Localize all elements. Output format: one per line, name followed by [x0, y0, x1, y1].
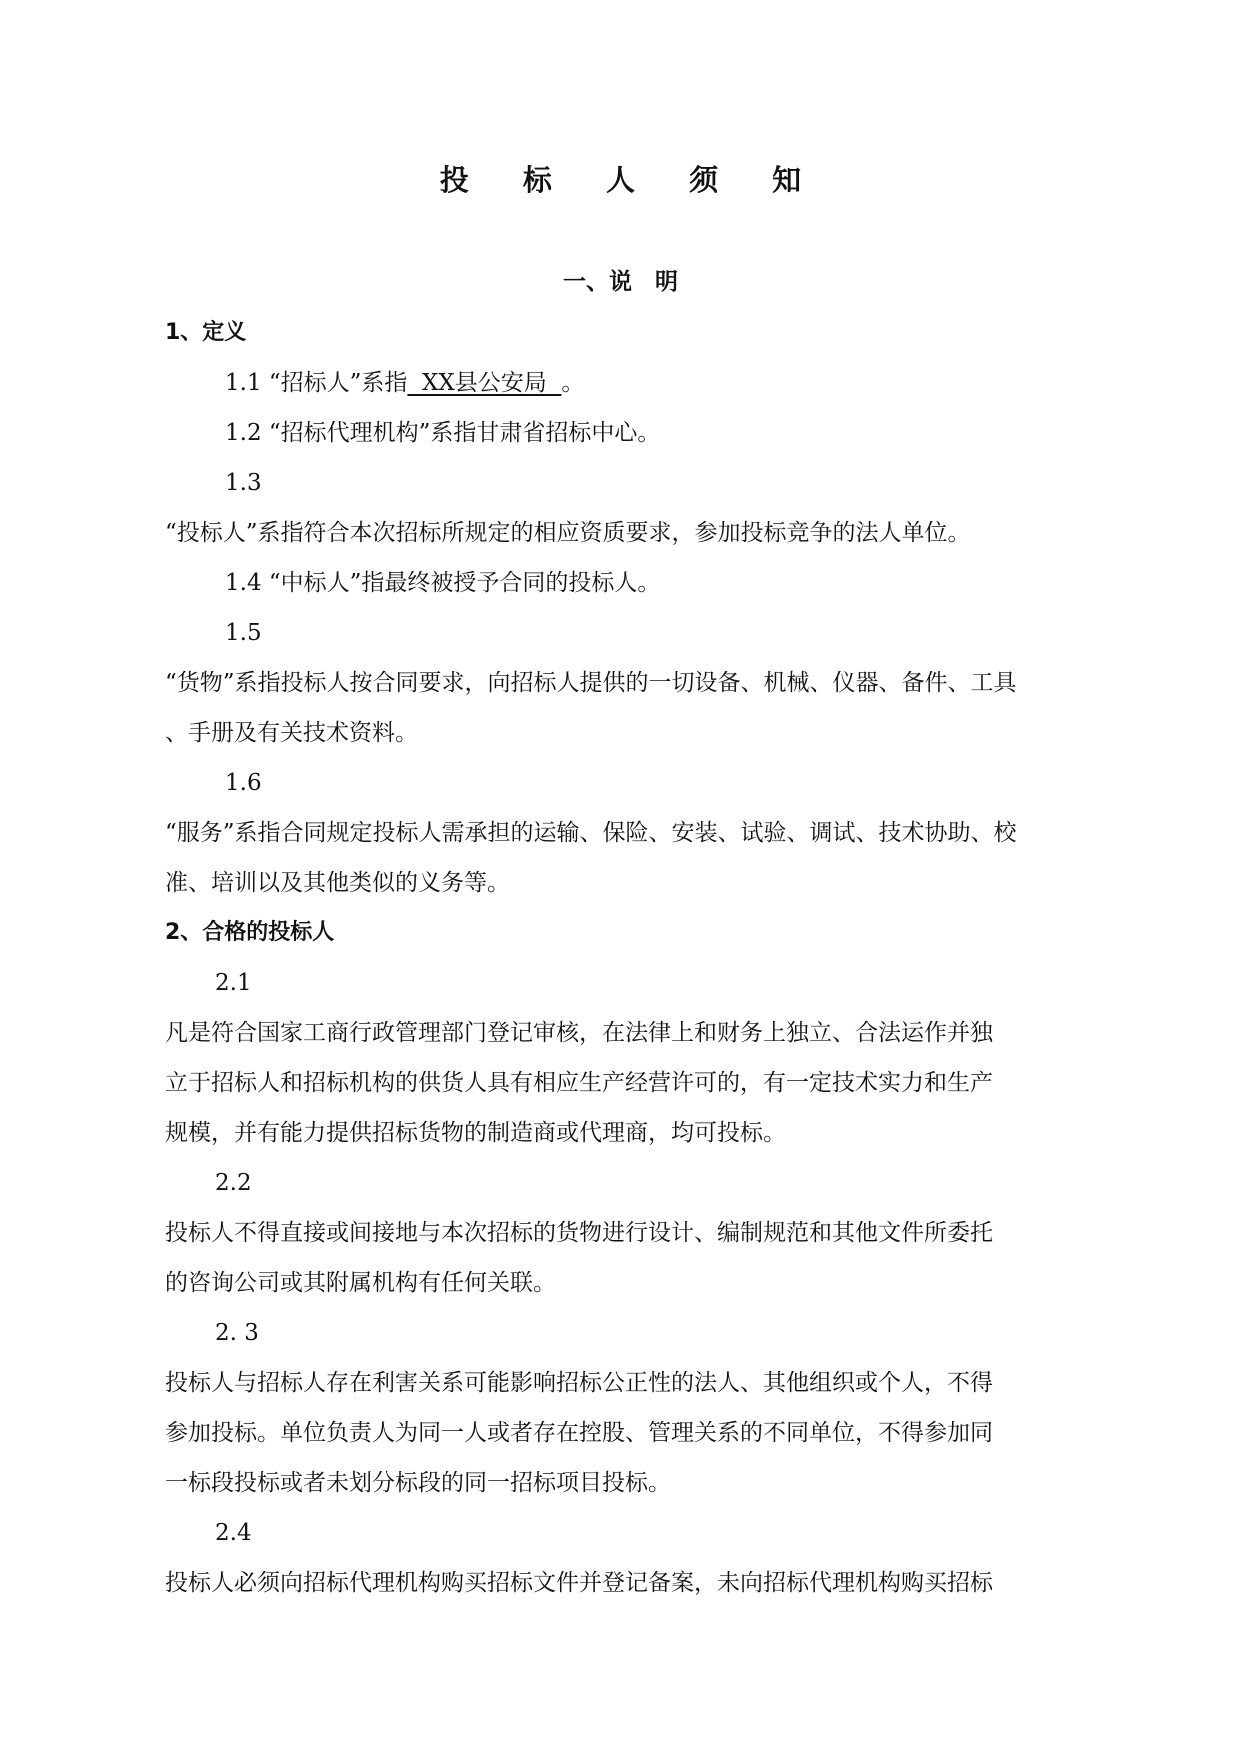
paragraph-2-2-number: 2.2: [215, 1170, 252, 1196]
paragraph-1-6-line-2: 准、培训以及其他类似的义务等。: [165, 870, 510, 896]
paragraph-2-2-line-1: 投标人不得直接或间接地与本次招标的货物进行设计、编制规范和其他文件所委托: [165, 1220, 993, 1246]
paragraph-2-1-line-2: 立于招标人和招标机构的供货人具有相应生产经营许可的，有一定技术实力和生产: [165, 1070, 993, 1096]
paragraph-2-4-line-1: 投标人必须向招标代理机构购买招标文件并登记备案，未向招标代理机构购买招标: [165, 1570, 993, 1596]
paragraph-1-1-suffix: 。: [561, 370, 585, 396]
paragraph-1-5-line-2: 、手册及有关技术资料。: [165, 720, 418, 746]
document-title: 投 标 人 须 知: [439, 163, 824, 197]
paragraph-1-6-number: 1.6: [225, 770, 262, 796]
heading-qualified-bidders: 2、合格的投标人: [165, 920, 335, 945]
paragraph-1-3-number: 1.3: [225, 470, 262, 496]
paragraph-2-4-number: 2.4: [215, 1520, 252, 1546]
paragraph-2-1-number: 2.1: [215, 970, 252, 996]
paragraph-1-2: 1.2 “招标代理机构”系指甘肃省招标中心。: [225, 420, 661, 446]
paragraph-2-2-line-2: 的咨询公司或其附属机构有任何关联。: [165, 1270, 556, 1296]
paragraph-1-5-number: 1.5: [225, 620, 262, 646]
paragraph-1-6-line-1: “服务”系指合同规定投标人需承担的运输、保险、安装、试验、调试、技术协助、校: [165, 820, 1017, 846]
paragraph-1-3-text: “投标人”系指符合本次招标所规定的相应资质要求，参加投标竞争的法人单位。: [165, 520, 971, 546]
paragraph-2-3-line-3: 一标段投标或者未划分标段的同一招标项目投标。: [165, 1470, 671, 1496]
paragraph-2-3-line-1: 投标人与招标人存在利害关系可能影响招标公正性的法人、其他组织或个人，不得: [165, 1370, 993, 1396]
paragraph-1-1-prefix: 1.1 “招标人”系指: [225, 370, 408, 396]
paragraph-1-1: [225, 368, 584, 398]
paragraph-2-1-line-3: 规模，并有能力提供招标货物的制造商或代理商，均可投标。: [165, 1120, 786, 1146]
tenderer-name-value: XX县公安局: [407, 370, 562, 396]
paragraph-1-5-line-1: “货物”系指投标人按合同要求，向招标人提供的一切设备、机械、仪器、备件、工具: [165, 670, 1017, 696]
paragraph-2-3-line-2: 参加投标。单位负责人为同一人或者存在控股、管理关系的不同单位，不得参加同: [165, 1420, 993, 1446]
paragraph-1-4: 1.4 “中标人”指最终被授予合同的投标人。: [225, 570, 661, 596]
heading-definitions: 1、定义: [165, 320, 247, 345]
section-title: 一、说 明: [563, 269, 678, 295]
paragraph-2-1-line-1: 凡是符合国家工商行政管理部门登记审核，在法律上和财务上独立、合法运作并独: [165, 1020, 993, 1046]
paragraph-2-3-number: 2. 3: [215, 1320, 259, 1346]
